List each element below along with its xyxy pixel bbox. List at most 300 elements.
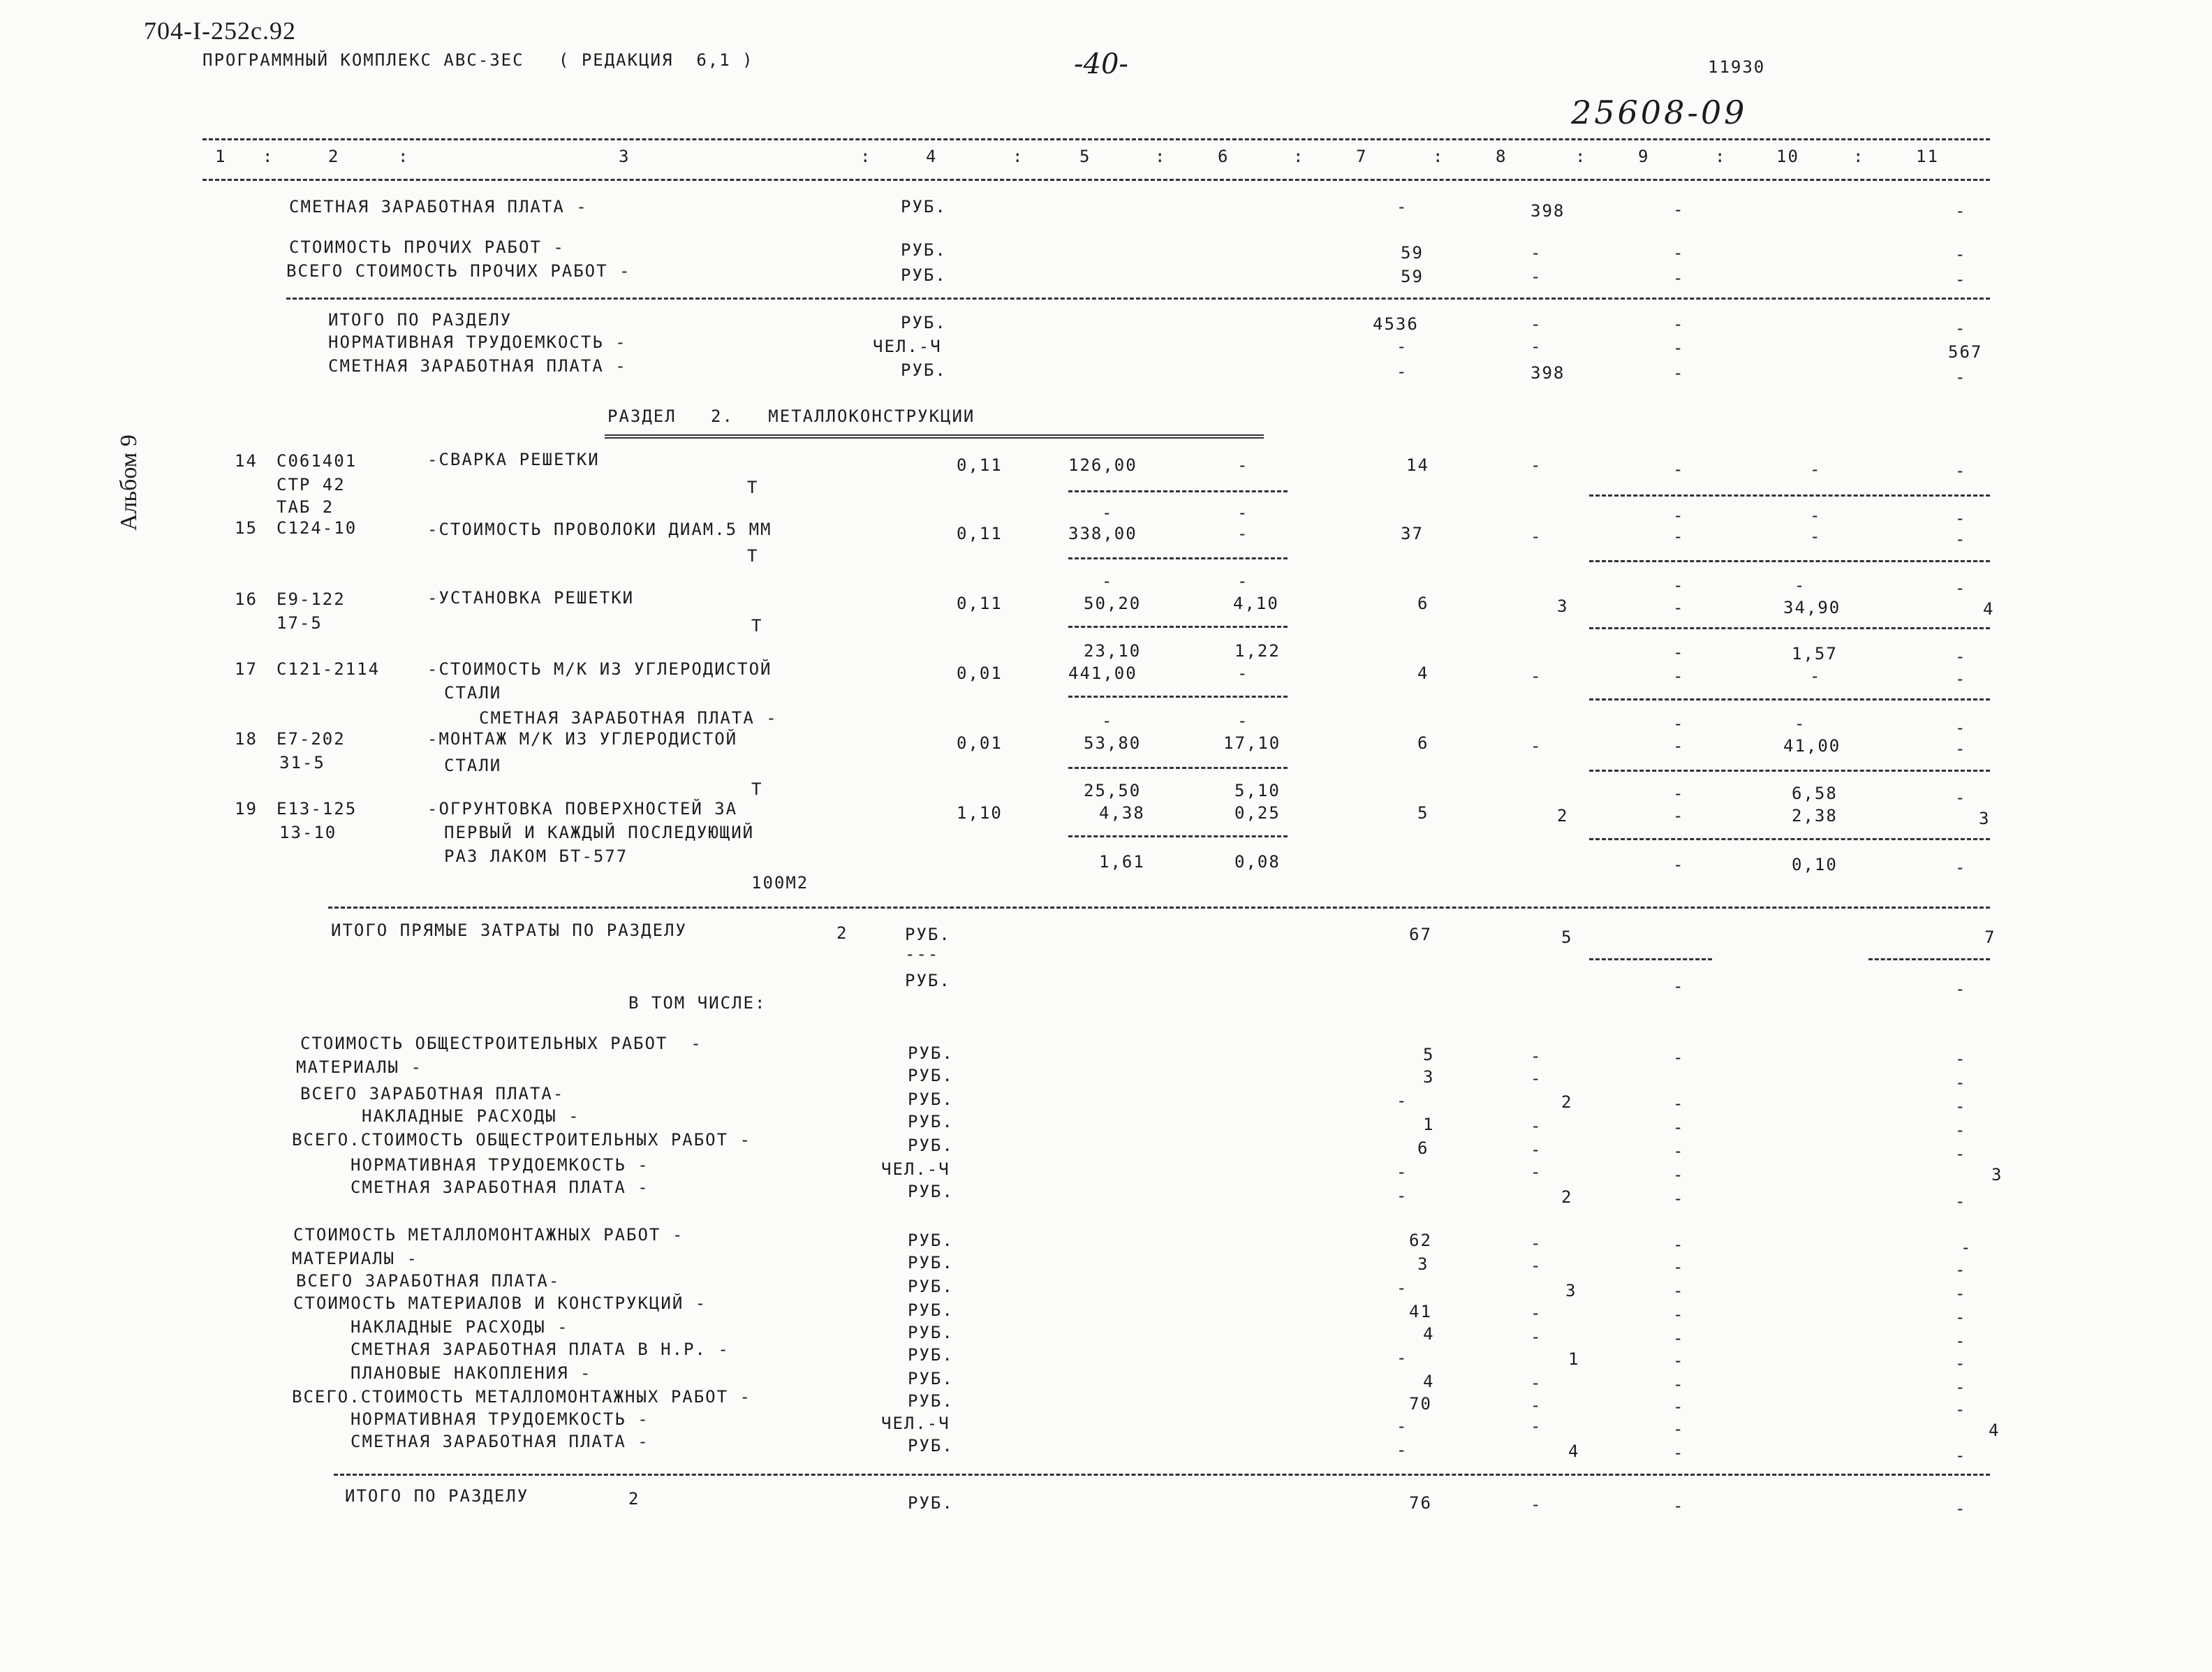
item-name-line2: ПЕРВЫЙ И КАЖДЫЙ ПОСЛЕДУЮЩИЙ [444,823,755,842]
sub-rule [1589,627,1990,629]
cell-col10: 34,90 [1783,598,1841,617]
row-label: СМЕТНАЯ ЗАРАБОТНАЯ ПЛАТА - [479,708,778,728]
cell-col5: 441,00 [1068,663,1137,683]
cell-col11: 7 [1984,927,1996,947]
cell-col9: - [1673,314,1685,334]
column-separator: : [398,147,410,166]
document-code-handwritten: 25608-09 [1571,94,1748,131]
column-header: 6 [1218,147,1230,166]
column-header: 11 [1916,147,1939,166]
row-label: МАТЕРИАЛЫ - [296,1057,422,1077]
cell-col8: - [1531,1395,1542,1415]
cell-col5: 1,61 [1099,852,1145,872]
cell-col6-sub: - [1237,571,1249,591]
section-number: 2 [628,1489,640,1509]
row-label: ВСЕГО.СТОИМОСТЬ ОБЩЕСТРОИТЕЛЬНЫХ РАБОТ - [292,1130,751,1150]
cell-col11: - [1955,1354,1967,1373]
cell-col4: 1,10 [957,803,1003,823]
final-total-rule [334,1474,1990,1476]
item-name: -СТОИМОСТЬ ПРОВОЛОКИ ДИАМ.5 ММ [427,520,772,539]
section-title-underline [605,434,1264,439]
cell-col8: - [1531,1162,1542,1182]
cell-col8: - [1531,527,1542,546]
cell-col9: - [1673,1165,1685,1185]
cell-col11: - [1955,669,1967,689]
cell-col8: - [1531,1416,1542,1436]
column-header: 2 [328,147,340,166]
cell-col9: - [1673,363,1685,383]
row-unit: РУБ. [901,197,947,217]
cell-col7: 3 [1417,1254,1429,1274]
cell-col11: - [1955,270,1967,289]
cell-col9: - [1673,200,1685,219]
cell-col6: 1,22 [1234,641,1281,661]
cell-col8: 398 [1531,201,1565,221]
cell-col9: - [1673,1257,1685,1277]
cell-col7: - [1396,1278,1408,1298]
cell-col7: - [1396,1162,1408,1182]
item-unit: Т [747,546,759,566]
row-unit: РУБ. [908,1182,954,1201]
sub-rule [1868,958,1990,960]
cell-col10: - [1810,666,1822,686]
cell-col7: 6 [1417,594,1429,613]
row-label: СМЕТНАЯ ЗАРАБОТНАЯ ПЛАТА В Н.Р. - [351,1340,730,1359]
cell-col8: - [1531,243,1542,263]
sub-rule [1589,560,1990,562]
column-header: 10 [1776,147,1799,166]
column-header: 9 [1638,147,1650,166]
cell-col7: 5 [1423,1045,1435,1064]
row-unit: РУБ. [901,240,947,260]
sub-rule [1589,698,1990,701]
column-separator: : [860,147,872,166]
section-title: РАЗДЕЛ 2. МЕТАЛЛОКОНСТРУКЦИИ [607,406,975,426]
sub-rule [1068,696,1288,698]
row-unit: РУБ. [908,1436,954,1455]
subtotal-rule [286,298,1990,300]
cell-col11: 3 [1979,809,1991,828]
section-number: 2 [836,923,848,943]
cell-col7: 59 [1401,243,1424,263]
cell-col9: - [1673,976,1685,996]
cell-col11: - [1955,1377,1967,1397]
cell-col7: 70 [1409,1394,1432,1414]
cell-col11: - [1955,647,1967,666]
cell-col9: - [1673,598,1685,617]
cell-col5: 25,50 [1084,781,1142,800]
sub-rule [1589,770,1990,772]
cell-col6: - [1237,663,1249,683]
column-header: 5 [1079,147,1091,166]
cell-col9: - [1673,855,1685,874]
cell-col8: 5 [1561,927,1573,947]
sub-rule [1068,835,1288,837]
cell-col11: - [1955,244,1967,264]
cell-col8: - [1531,1495,1542,1514]
cell-col9: - [1673,1374,1685,1394]
cell-col8: 2 [1561,1092,1573,1112]
row-unit: РУБ. [908,1323,954,1342]
cell-col9: - [1673,1419,1685,1439]
cell-col9: - [1673,1443,1685,1462]
cell-col10: - [1810,527,1822,546]
row-label: НАКЛАДНЫЕ РАСХОДЫ - [362,1106,580,1126]
cell-col7: 62 [1409,1231,1432,1250]
cell-col8: - [1531,1256,1542,1275]
row-unit: РУБ. [908,1066,954,1085]
cell-col7: - [1396,337,1408,356]
item-code: Е9-122 [276,589,346,609]
page-number: -40- [1074,48,1128,80]
cell-col5: 338,00 [1068,524,1137,543]
item-code: С061401 [276,451,357,471]
column-header: 8 [1496,147,1507,166]
column-header: 7 [1356,147,1368,166]
cell-col8: - [1531,1140,1542,1159]
cell-col7: - [1396,197,1408,217]
cell-col8: - [1531,455,1542,475]
cell-col9: - [1673,784,1685,803]
cell-col10: 1,57 [1792,644,1838,663]
document-code-small: 11930 [1708,57,1766,77]
cell-col7: 76 [1409,1493,1432,1513]
cell-col11: - [1955,1446,1967,1465]
cell-col11: - [1955,1097,1967,1116]
item-unit: Т [751,616,763,636]
cell-col9: - [1673,1397,1685,1416]
including-label: В ТОМ ЧИСЛЕ: [628,993,767,1013]
cell-col11: - [1955,529,1967,549]
cell-col9: - [1673,666,1685,686]
row-label: ВСЕГО ЗАРАБОТНАЯ ПЛАТА- [296,1271,561,1291]
cell-col11: - [1955,201,1967,221]
cell-col11-sub: - [1955,578,1967,598]
cell-col11: - [1955,1049,1967,1069]
cell-col11: 3 [1991,1165,2003,1185]
cell-col11: - [1955,1284,1967,1303]
row-label: ИТОГО ПРЯМЫЕ ЗАТРАТЫ ПО РАЗДЕЛУ [331,921,687,940]
row-label: ИТОГО ПО РАЗДЕЛУ [328,310,513,330]
header-bottom-rule [202,179,1990,181]
column-separator: : [1155,147,1167,166]
cell-col4: 0,01 [957,663,1003,683]
column-separator: : [1433,147,1445,166]
cell-col10: 41,00 [1783,736,1841,756]
cell-col9: - [1673,1117,1685,1137]
cell-col8: 398 [1531,363,1565,383]
cell-col9: - [1673,1048,1685,1067]
table-top-rule [202,138,1990,140]
cell-col8: - [1531,1069,1542,1088]
cell-col9: - [1673,1351,1685,1370]
cell-col8: - [1531,1233,1542,1253]
row-label: НОРМАТИВНАЯ ТРУДОЕМКОСТЬ - [328,332,627,352]
item-name: -УСТАНОВКА РЕШЕТКИ [427,588,635,608]
row-unit-sub: --- [905,944,940,964]
cell-col4: 0,11 [957,594,1003,613]
cell-col10: 6,58 [1792,784,1838,803]
cell-col11: - [1955,1191,1967,1211]
cell-col10: 2,38 [1792,806,1838,826]
cell-col11: - [1955,979,1967,999]
cell-col7: - [1396,1186,1408,1205]
item-number: 19 [235,799,258,819]
item-code: С124-10 [276,518,357,538]
cell-col4: 0,11 [957,524,1003,543]
cell-col9: - [1673,1328,1685,1348]
cell-col9: - [1673,1305,1685,1324]
item-name: -СТОИМОСТЬ М/К ИЗ УГЛЕРОДИСТОЙ [427,659,772,679]
album-side-label: Альбом 9 [116,434,142,531]
cell-col7: - [1396,1091,1408,1110]
item-code-line3: ТАБ 2 [276,497,334,517]
cell-col6: - [1237,455,1249,475]
cell-col8: 3 [1557,596,1569,616]
row-unit: РУБ. [908,1253,954,1273]
row-label: СМЕТНАЯ ЗАРАБОТНАЯ ПЛАТА - [328,356,627,376]
cell-col7: 59 [1401,267,1424,286]
row-label: ВСЕГО ЗАРАБОТНАЯ ПЛАТА- [300,1084,565,1103]
cell-col11: - [1955,1400,1967,1419]
cell-col7: 4536 [1373,314,1419,334]
cell-col6: - [1237,524,1249,543]
cell-col11: - [1955,858,1967,877]
cell-col5: 4,38 [1099,803,1145,823]
row-label: СТОИМОСТЬ МАТЕРИАЛОВ И КОНСТРУКЦИЙ - [293,1293,707,1313]
cell-col11-sub: - [1955,508,1967,528]
sub-rule [1589,958,1712,960]
row-unit: РУБ. [901,313,947,332]
sub-rule [1068,626,1288,628]
row-unit: РУБ. [908,1493,954,1513]
cell-col11: - [1955,1331,1967,1351]
cell-col7: 37 [1401,524,1424,543]
row-unit: РУБ. [908,1345,954,1365]
row-unit: ЧЕЛ.-Ч [881,1414,950,1433]
row-label: СМЕТНАЯ ЗАРАБОТНАЯ ПЛАТА - [289,197,588,217]
column-separator: : [263,147,274,166]
cell-col6: 0,25 [1234,803,1281,823]
row-label: СТОИМОСТЬ ОБЩЕСТРОИТЕЛЬНЫХ РАБОТ - [300,1034,702,1053]
cell-col5: 50,20 [1084,594,1142,613]
row-label: ВСЕГО СТОИМОСТЬ ПРОЧИХ РАБОТ - [286,261,631,281]
row-label: СМЕТНАЯ ЗАРАБОТНАЯ ПЛАТА - [351,1178,649,1197]
row-unit: РУБ. [908,1391,954,1411]
item-number: 15 [235,518,258,538]
row-label: МАТЕРИАЛЫ - [292,1249,418,1268]
row-unit: РУБ. [908,1277,954,1296]
cell-col8: - [1531,314,1542,334]
cell-col7: - [1396,1348,1408,1367]
item-code-line2: 17-5 [276,613,323,633]
item-code-line2: 31-5 [279,753,325,772]
item-name: -СВАРКА РЕШЕТКИ [427,450,600,469]
column-separator: : [1853,147,1865,166]
row-unit: РУБ. [908,1112,954,1131]
cell-col4: 0,01 [957,733,1003,753]
cell-col8: 4 [1568,1442,1580,1461]
cell-col11: - [1955,318,1967,338]
column-separator: : [1012,147,1024,166]
section-total-rule [328,907,1990,909]
cell-col5-sub: - [1102,571,1114,591]
cell-col11: - [1955,1260,1967,1279]
row-unit: ЧЕЛ.-Ч [881,1159,950,1179]
cell-col11: - [1955,718,1967,738]
cell-col11: - [1955,367,1967,387]
cell-col11: - [1955,1120,1967,1140]
row-label: ПЛАНОВЫЕ НАКОПЛЕНИЯ - [351,1363,592,1383]
sub-rule [1589,838,1990,840]
cell-col10: 0,10 [1792,855,1838,874]
column-header: 1 [215,147,227,166]
cell-col5: 126,00 [1068,455,1137,475]
cell-col6: 17,10 [1223,733,1281,753]
cell-col7: 1 [1423,1115,1435,1134]
cell-col9: - [1673,243,1685,263]
cell-col8: - [1531,736,1542,756]
cell-col9: - [1673,527,1685,546]
item-number: 18 [235,729,258,749]
row-unit: РУБ. [901,265,947,285]
cell-col9: - [1673,1496,1685,1516]
cell-col6: 0,08 [1234,852,1281,872]
cell-col10-sub: - [1810,506,1822,525]
column-separator: : [1715,147,1727,166]
cell-col9: - [1673,1281,1685,1300]
cell-col9-sub: - [1673,575,1685,595]
cell-col11: 4 [1983,599,1995,619]
cell-col8: - [1531,666,1542,686]
cell-col9: - [1673,736,1685,756]
row-unit: РУБ. [905,925,951,944]
cell-col8: 2 [1557,806,1569,826]
row-unit: ЧЕЛ.-Ч [873,337,942,356]
cell-col8: - [1531,267,1542,286]
cell-col7: 4 [1423,1372,1435,1391]
row-label: НОРМАТИВНАЯ ТРУДОЕМКОСТЬ - [351,1409,649,1429]
row-unit: РУБ. [901,360,947,380]
row-unit: РУБ. [908,1136,954,1155]
cell-col8: - [1531,1373,1542,1393]
cell-col7: 3 [1423,1067,1435,1087]
row-unit: РУБ. [908,1043,954,1063]
cell-col7: 6 [1417,733,1429,753]
row-label: НАКЛАДНЫЕ РАСХОДЫ - [351,1317,569,1337]
item-name-line2: СТАЛИ [444,756,502,775]
cell-col11: - [1961,1238,1973,1257]
item-code-line2: 13-10 [279,823,337,842]
row-label: СТОИМОСТЬ ПРОЧИХ РАБОТ - [289,237,565,257]
cell-col11: - [1955,1144,1967,1164]
document-code: 704-I-252с.92 [144,17,296,45]
cell-col7: 41 [1409,1302,1432,1321]
cell-col10-sub: - [1794,575,1806,595]
cell-col5: 53,80 [1084,733,1142,753]
row-unit: РУБ. [905,971,951,990]
cell-col8: - [1531,1327,1542,1347]
cell-col11: 567 [1948,342,1983,362]
cell-col9: - [1673,1189,1685,1208]
column-header: 3 [619,147,631,166]
cell-col7: 6 [1417,1138,1429,1158]
cell-col9-sub: - [1673,506,1685,525]
item-code: С121-2114 [276,659,381,679]
row-label: СТОИМОСТЬ МЕТАЛЛОМОНТАЖНЫХ РАБОТ - [293,1225,684,1245]
cell-col10: - [1794,714,1806,733]
cell-col4: 0,11 [957,455,1003,475]
cell-col8: 2 [1561,1187,1573,1207]
item-unit: Т [751,779,763,799]
cell-col7: 4 [1423,1324,1435,1344]
item-name: -ОГРУНТОВКА ПОВЕРХНОСТЕЙ ЗА [427,799,738,819]
cell-col10: - [1810,460,1822,479]
row-label: НОРМАТИВНАЯ ТРУДОЕМКОСТЬ - [351,1155,649,1175]
cell-col7: 4 [1417,663,1429,683]
column-header: 4 [926,147,938,166]
cell-col6: 4,10 [1233,594,1279,613]
cell-col9: - [1673,1141,1685,1161]
cell-col11: - [1955,1073,1967,1092]
item-number: 16 [235,589,258,609]
cell-col11: 4 [1989,1421,2000,1440]
sub-rule [1068,490,1288,492]
sub-rule [1589,494,1990,497]
item-unit: 100М2 [751,873,809,893]
item-name-line2: СТАЛИ [444,683,502,703]
cell-col8: - [1531,337,1542,356]
cell-col9: - [1673,714,1685,733]
cell-col7: - [1396,1440,1408,1460]
column-separator: : [1293,147,1305,166]
cell-col11: - [1955,788,1967,807]
cell-col11: - [1955,461,1967,481]
item-name-line3: РАЗ ЛАКОМ БТ-577 [444,846,628,866]
row-label: ИТОГО ПО РАЗДЕЛУ [345,1486,529,1506]
program-title: ПРОГРАММНЫЙ КОМПЛЕКС АВС-3ЕС ( РЕДАКЦИЯ 6,1 ) [202,50,754,70]
cell-col9: - [1673,1235,1685,1254]
cell-col8: - [1531,1116,1542,1136]
cell-col11: - [1955,1499,1967,1518]
row-unit: РУБ. [908,1231,954,1250]
row-label: СМЕТНАЯ ЗАРАБОТНАЯ ПЛАТА - [351,1432,649,1451]
row-unit: РУБ. [908,1090,954,1109]
cell-col5: 23,10 [1084,641,1142,661]
item-code: Е13-125 [276,799,357,819]
column-separator: : [1575,147,1587,166]
row-label: ВСЕГО.СТОИМОСТЬ МЕТАЛЛОМОНТАЖНЫХ РАБОТ - [292,1387,751,1407]
cell-col8: - [1531,1303,1542,1323]
item-code: Е7-202 [276,729,346,749]
cell-col7: - [1396,362,1408,381]
cell-col7: - [1396,1416,1408,1436]
cell-col8: 3 [1565,1281,1577,1300]
sub-rule [1068,557,1288,559]
cell-col9: - [1673,806,1685,826]
item-number: 14 [235,451,258,471]
cell-col9: - [1673,338,1685,358]
cell-col9: - [1673,268,1685,288]
item-code-line2: СТР 42 [276,475,346,494]
cell-col8: - [1531,1046,1542,1066]
cell-col5-sub: - [1102,503,1114,522]
cell-col9: - [1673,643,1685,662]
cell-col7: 14 [1406,455,1429,475]
cell-col7: 5 [1417,803,1429,823]
cell-col9: - [1673,1094,1685,1113]
cell-col11: - [1955,1307,1967,1327]
